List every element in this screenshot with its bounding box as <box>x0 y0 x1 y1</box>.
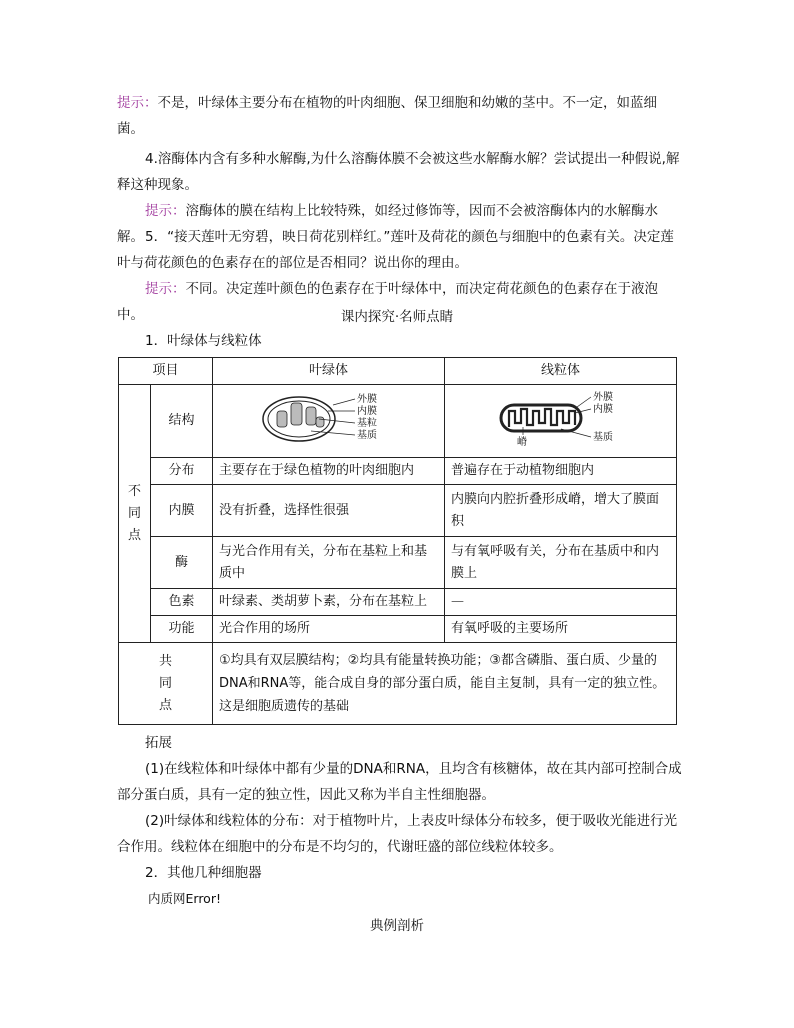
chloroplast-cell: 主要存在于绿色植物的叶肉细胞内 <box>213 458 445 485</box>
heading-1: 1．叶绿体与线粒体 <box>145 333 262 349</box>
extension-2: (2)叶绿体和线粒体的分布：对于植物叶片，上表皮叶绿体分布较多，便于吸收光能进行光合作用。线粒体在细胞中的分布是不均匀的，代谢旺盛的部位线粒体较多。 <box>117 813 678 855</box>
group-different-label: 不 同 点 <box>127 483 141 543</box>
mitochondria-cell: — <box>445 589 677 616</box>
label-inner-membrane: 内膜 <box>592 404 613 415</box>
q3-answer <box>117 90 683 142</box>
chloroplast-cell: 没有折叠，选择性很强 <box>213 485 445 537</box>
common-points-cell: ①均具有双层膜结构；②均具有能量转换功能；③都含磷脂、蛋白质、少量的DNA和RNA等，能合成自身的部分蛋白质，能自主复制，具有一定的独立性。这是细胞质遗传的基础 <box>213 643 677 725</box>
mitochondria-diagram-cell <box>445 385 677 458</box>
mitochondria-cell: 与有氧呼吸有关，分布在基质中和内膜上 <box>445 537 677 589</box>
row-label: 内膜 <box>151 485 213 537</box>
header-item: 项目 <box>119 358 213 385</box>
table-row <box>119 616 677 643</box>
row-label: 功能 <box>151 616 213 643</box>
row-label: 结构 <box>151 385 213 458</box>
example-title: 典例剖析 <box>370 918 424 934</box>
table-row-common <box>119 643 677 725</box>
hint-label: 提示： <box>145 281 186 297</box>
hint-label: 提示： <box>117 95 158 111</box>
q5-answer-text: 不同。决定莲叶颜色的色素存在于叶绿体中，而决定荷花颜色的色素存在于液泡中。 <box>117 281 658 323</box>
table-row <box>119 485 677 537</box>
hint-label: 提示： <box>145 203 186 219</box>
table-row <box>119 385 677 458</box>
mitochondria-cell: 普遍存在于动植物细胞内 <box>445 458 677 485</box>
chloroplast-cell: 叶绿素、类胡萝卜素，分布在基粒上 <box>213 589 445 616</box>
table-header-row <box>119 358 677 385</box>
heading-2: 2．其他几种细胞器 <box>145 865 262 881</box>
table-row <box>119 537 677 589</box>
chloroplast-diagram <box>259 387 399 447</box>
q4-answer-text: 溶酶体的膜在结构上比较特殊，如经过修饰等，因而不会被溶酶体内的水解酶水解。 <box>117 203 658 245</box>
header-chloroplast: 叶绿体 <box>213 358 445 385</box>
label-outer-membrane: 外膜 <box>356 394 377 405</box>
q3-answer-text: 不是，叶绿体主要分布在植物的叶肉细胞、保卫细胞和幼嫩的茎中。不一定，如蓝细菌。 <box>117 95 657 137</box>
label-granum: 基粒 <box>356 418 377 429</box>
section-title: 课内探究·名师点睛 <box>340 309 454 325</box>
question-5: 5．“接天莲叶无穷碧，映日荷花别样红。”莲叶及荷花的颜色与细胞中的色素有关。决定莲叶与荷花颜色的色素存在的部位是否相同？说出你的理由。 <box>117 229 674 271</box>
group-different <box>119 385 151 643</box>
row-label: 色素 <box>151 589 213 616</box>
chloroplast-cell: 光合作用的场所 <box>213 616 445 643</box>
header-mitochondria: 线粒体 <box>445 358 677 385</box>
extension-1: (1)在线粒体和叶绿体中都有少量的DNA和RNA，且均含有核糖体，故在其内部可控制合成部分蛋白质，具有一定的独立性，因此又称为半自主性细胞器。 <box>117 761 682 803</box>
row-label: 酶 <box>151 537 213 589</box>
label-matrix: 基质 <box>592 432 613 443</box>
mitochondria-cell: 内膜向内腔折叠形成嵴，增大了膜面积 <box>445 485 677 537</box>
row-label: 分布 <box>151 458 213 485</box>
table-row <box>119 589 677 616</box>
er-line: 内质网Error! <box>148 891 221 906</box>
label-inner-membrane: 内膜 <box>356 406 377 417</box>
mitochondria-cell: 有氧呼吸的主要场所 <box>445 616 677 643</box>
group-common-label: 共 同 点 <box>159 653 173 713</box>
chloroplast-diagram-cell <box>213 385 445 458</box>
label-crista: 嵴 <box>516 437 527 447</box>
comparison-table <box>118 357 677 725</box>
extension-title: 拓展 <box>145 735 172 751</box>
mitochondria-diagram <box>491 387 631 447</box>
label-outer-membrane: 外膜 <box>592 392 613 403</box>
label-stroma: 基质 <box>356 430 377 441</box>
chloroplast-cell: 与光合作用有关，分布在基粒上和基质中 <box>213 537 445 589</box>
table-row <box>119 458 677 485</box>
question-4: 4.溶酶体内含有多种水解酶,为什么溶酶体膜不会被这些水解酶水解？尝试提出一种假说,解释这种现象。 <box>117 151 680 193</box>
group-common <box>119 643 213 725</box>
